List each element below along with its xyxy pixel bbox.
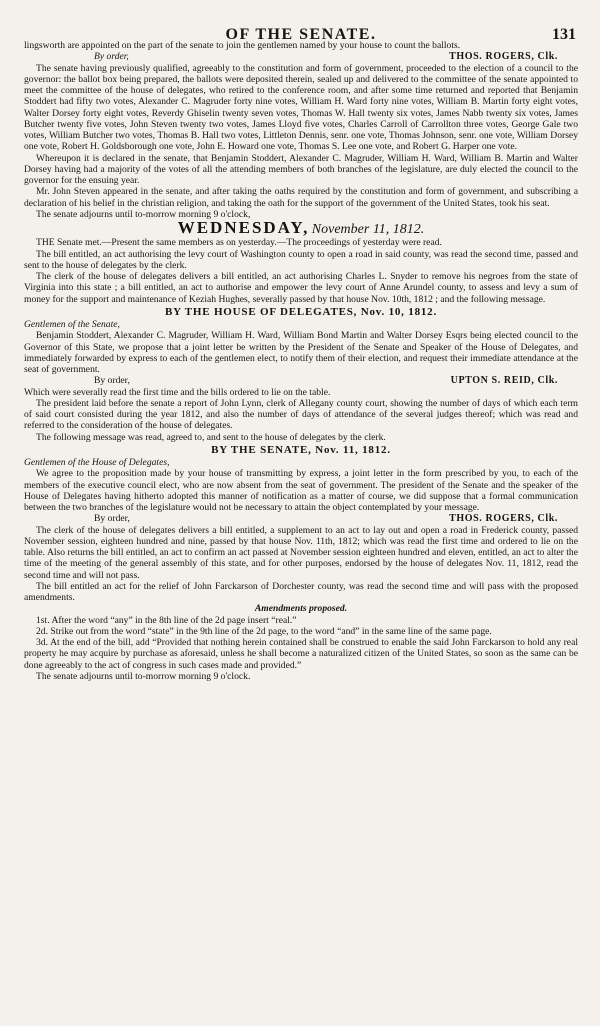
message-heading: BY THE HOUSE OF DELEGATES, Nov. 10, 1812. <box>164 305 438 318</box>
document-body <box>24 40 578 682</box>
page-header <box>24 0 578 43</box>
paragraph: Whereupon it is declared in the senate, that Benjamin Stoddert, Alexander C. Magruder, William H. Ward, William B. Martin and Walter Dorsey having had a majority of the votes of all the attending members of both branches of the legislature, are duly elected the council to the governor for the ensuing year. <box>24 152 578 186</box>
paragraph: Which were severally read the first time and the bills ordered to lie on the table. <box>24 386 331 398</box>
signature-block <box>24 375 578 386</box>
signature-block <box>24 51 578 62</box>
paragraph: The senate adjourns until to-morrow morning 9 o'clock. <box>36 670 251 682</box>
amendment-item: 1st. After the word “any” in the 8th line of the 2d page insert “real.” <box>36 614 297 626</box>
clerk-name: THOS. ROGERS, Clk. <box>449 513 558 525</box>
amendment-item: 2d. Strike out from the word “state” in the 9th line of the 2d page, to the word “and” in the same line of the same page. <box>36 625 492 637</box>
paragraph: The bill entitled, an act authorising the levy court of Washington county to open a road in said county, was read the second time, passed and sent to the house of delegates by the clerk. <box>24 248 578 271</box>
paragraph: The clerk of the house of delegates delivers a bill entitled, a supplement to an act to lay out and open a road in Frederick county, passed November session, eighteen hundred and nine, passed by that house Nov. 11th, 1812; which was read the first time and ordered to lie on the table. Also returns the bill entitled, an act to confirm an act passed at November session eighteen hundred and eleven, entitled, an act to alter the time of the meeting of the general assembly of this state, and for other purposes, endorsed by the house of delegates Nov. 11, 1812, read the second time and will not pass. <box>24 524 578 581</box>
weekday: WEDNESDAY, <box>177 218 310 237</box>
paragraph: The bill entitled an act for the relief of John Farckarson of Dorchester county, was read the second time and will pass with the proposed amendments. <box>24 580 578 603</box>
paragraph: THE Senate met.—Present the same members as on yesterday.—The proceedings of yesterday were read. <box>36 237 442 249</box>
clerk-name: UPTON S. REID, Clk. <box>450 375 558 387</box>
date-heading <box>24 218 578 237</box>
running-title: OF THE SENATE. <box>225 26 377 43</box>
paragraph: The senate adjourns until to-morrow morning 9 o'clock, <box>36 208 251 220</box>
paragraph: The senate having previously qualified, agreeably to the constitution and form of government, proceeded to the election of a council to the governor: the ballot box being prepared, the ballots were deposited therein, sealed up and delivered to the committee of the senate appointed to meet the committee of the house of delegates, who retired to the conference room, and after some time returned and reported that Benjamin Stoddert had fifty two votes, Alexander C. Magruder forty nine votes, William H. Ward forty nine votes, William B. Martin forty eight votes, Walter Dorsey forty eight votes, Reverdy Ghiselin twenty seven votes, Thomas W. Hall twenty six votes, James Nabb twenty six votes, James Butcher twenty five votes, John Steven twenty two votes, James Lloyd five votes, Charles Carroll of Carrollton three votes, George Gale two votes, William Butcher two votes, Thomas B. Hall two votes, Littleton Dennis, senr. one vote, Thomas Johnson, senr. one vote, William Dorsey one vote, Robert H. Goldsborough one vote, John E. Howard one vote, Thomas S. Lee one vote, and Robert G. Harper one vote. <box>24 62 578 153</box>
paragraph: We agree to the proposition made by your house of transmitting by express, a joint letter in the form prescribed by you, to each of the members of the executive council elect, who are now absent from the seat of government. The president of the Senate and the speaker of the House of Delegates having hitherto adopted this manner of notification as a matter of course, we did suppose that a formal communication between the two branches of the legislature would not be necessary to attain the object contemplated by your message. <box>24 468 578 513</box>
amendments-heading: Amendments proposed. <box>254 603 348 615</box>
signature-block <box>24 513 578 524</box>
salutation: Gentlemen of the Senate, <box>24 319 120 330</box>
by-order: By order, <box>94 375 130 387</box>
date: November 11, 1812. <box>311 222 425 237</box>
by-order: By order, <box>94 513 130 525</box>
clerk-name: THOS. ROGERS, Clk. <box>449 51 558 63</box>
salutation: Gentlemen of the House of Delegates, <box>24 457 170 468</box>
paragraph: lingsworth are appointed on the part of the senate to join the gentlemen named by your house to count the ballots. <box>24 40 461 51</box>
paragraph: The following message was read, agreed to, and sent to the house of delegates by the clerk. <box>36 431 386 443</box>
paragraph: The clerk of the house of delegates delivers a bill entitled, an act authorising Charles L. Snyder to remove his negroes from the state of Virginia into this state ; a bill entitled, an act to authorise and empower the levy court of Anne Arundel county, to assess and levy a sum of money for the support and maintenance of Keziah Hughes, severally passed by that house Nov. 10th, 1812 ; and the following message. <box>24 271 578 305</box>
message-heading: BY THE SENATE, Nov. 11, 1812. <box>211 443 391 456</box>
by-order: By order, <box>94 51 129 63</box>
paragraph: Benjamin Stoddert, Alexander C. Magruder, William H. Ward, William Bond Martin and Walter Dorsey Esqrs being elected council to the Governor of this State, we propose that a joint letter be written by the President of the Senate and Speaker of the House of Delegates, and immediately forwarded by express to each of the gentlemen elect, to notify them of their election, and request their immediate attendance at the seat of government. <box>24 330 578 375</box>
amendment-item: 3d. At the end of the bill, add “Provided that nothing herein contained shall be construed to enable the said John Farckarson to hold any real property he may acquire by purchase as aforesaid, unless he shall become a naturalized citizen of the United States, so soon as the same can be done agreeably to the act of congress in such cases made and provided.” <box>24 637 578 671</box>
page-number: 131 <box>552 26 576 43</box>
paragraph: Mr. John Steven appeared in the senate, and after taking the oaths required by the constitution and form of government, and subscribing a declaration of his belief in the christian religion, and taking the oath for the support of the government of the United States, took his seat. <box>24 186 578 209</box>
paragraph: The president laid before the senate a report of John Lynn, clerk of Allegany county court, showing the number of days of which each term of said court consisted during the year 1812, and also the number of days of attendance of the several judges thereof; which was read and referred to the consideration of the house of delegates. <box>24 397 578 432</box>
